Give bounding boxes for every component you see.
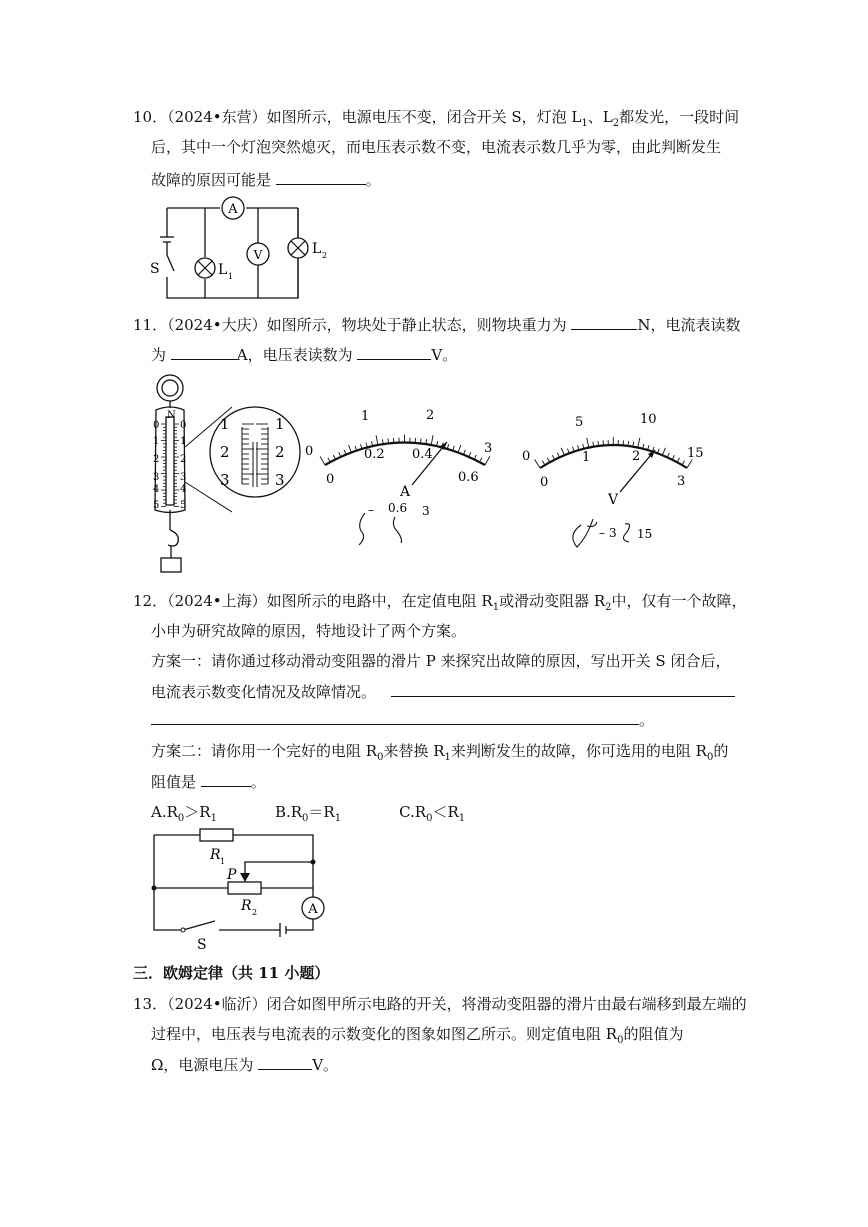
svg-text:2: 2 xyxy=(275,443,285,461)
svg-text:A: A xyxy=(228,202,238,217)
svg-text:3: 3 xyxy=(609,526,617,540)
slider-p-arrow xyxy=(240,873,250,882)
svg-text:3: 3 xyxy=(422,504,430,518)
dial-tick xyxy=(320,456,325,465)
q12-plan1-line-3: 。 xyxy=(151,708,654,731)
scale-unit: N xyxy=(167,410,176,421)
q12-plan2-line-2: 阻值是 。 xyxy=(151,770,266,793)
plan1-answer-blank[interactable] xyxy=(391,680,735,697)
svg-text:P: P xyxy=(227,867,237,883)
dial-tick xyxy=(431,435,433,445)
ammeter-icon xyxy=(302,897,324,919)
spring-scale-figure xyxy=(140,372,310,582)
svg-text:10: 10 xyxy=(640,412,657,427)
svg-text:–: – xyxy=(368,503,374,517)
svg-text:A: A xyxy=(400,484,411,500)
svg-text:0.6: 0.6 xyxy=(388,501,408,515)
option-b[interactable]: $B.R_0=R_1$ xyxy=(274,803,342,824)
svg-text:3: 3 xyxy=(153,472,160,483)
dial-tick xyxy=(542,461,545,465)
svg-text:L: L xyxy=(218,262,228,278)
svg-text:V: V xyxy=(608,492,619,508)
svg-text:3: 3 xyxy=(220,471,230,489)
svg-text:–: – xyxy=(599,526,605,540)
dial-tick xyxy=(682,461,685,465)
option-c[interactable]: $C.R_0<R_1$ xyxy=(399,803,466,824)
svg-text:0: 0 xyxy=(540,475,549,490)
q10-line-1: 10．（2024•东营）如图所示，电源电压不变，闭合开关 S，灯泡 $L_1$、$L_2$都发光，一段时间 xyxy=(133,108,740,129)
dial-tick xyxy=(638,438,640,448)
q12-circuit-diagram xyxy=(145,825,335,955)
svg-text:5: 5 xyxy=(153,500,160,511)
svg-text:4: 4 xyxy=(180,484,187,495)
dial-tick xyxy=(547,458,549,462)
dial-tick xyxy=(677,458,679,462)
q12-line-2: 小申为研究故障的原因，特地设计了两个方案。 xyxy=(151,622,467,640)
ammeter-terminals xyxy=(368,501,430,518)
lamp-l2-icon xyxy=(288,238,327,260)
q11-line-1: 11．（2024•大庆）如图所示，物块处于静止状态，则物块重力为 N，电流表读数 xyxy=(133,313,741,336)
svg-text:1: 1 xyxy=(361,409,370,424)
q10-circuit-diagram xyxy=(150,195,330,305)
svg-text:R: R xyxy=(241,898,252,914)
svg-text:1: 1 xyxy=(275,415,285,433)
dial-tick xyxy=(480,458,482,462)
dial-tick xyxy=(458,445,461,452)
svg-text:2: 2 xyxy=(426,408,435,423)
svg-text:1: 1 xyxy=(220,857,226,866)
dial-tick xyxy=(552,455,554,459)
svg-text:0: 0 xyxy=(522,449,531,464)
dial-tick xyxy=(376,435,378,445)
resistor-r1-icon xyxy=(200,829,233,841)
svg-text:V: V xyxy=(253,248,263,262)
svg-text:2: 2 xyxy=(220,443,230,461)
plan1-answer-blank-2[interactable] xyxy=(151,708,639,725)
q10-line-2: 后，其中一个灯泡突然熄灭，而电压表示数不变，电流表示数几乎为零，由此判断发生 xyxy=(151,138,722,156)
q13-line-2: 过程中，电压表与电流表的示数变化的图象如图乙所示。则定值电阻 $R_0$的阻值为 xyxy=(151,1025,684,1046)
dial-tick xyxy=(587,438,589,448)
svg-text:2: 2 xyxy=(632,449,641,464)
svg-text:0.2: 0.2 xyxy=(364,447,385,462)
voltage-answer-blank[interactable] xyxy=(258,1053,312,1070)
voltage-answer-blank[interactable] xyxy=(357,343,431,360)
svg-text:3: 3 xyxy=(484,441,493,456)
svg-text:1: 1 xyxy=(180,436,187,447)
svg-text:1: 1 xyxy=(228,272,234,281)
plan2-answer-blank[interactable] xyxy=(201,770,251,787)
ammeter-dial xyxy=(300,395,510,555)
svg-text:2: 2 xyxy=(180,454,187,465)
svg-text:1: 1 xyxy=(220,415,230,433)
svg-text:15: 15 xyxy=(637,527,653,541)
svg-text:A: A xyxy=(308,902,318,917)
option-a[interactable]: $A.R_0>R_1$ xyxy=(151,803,217,824)
switch-label: S xyxy=(150,261,160,277)
svg-text:0: 0 xyxy=(153,420,160,431)
dial-tick xyxy=(598,441,599,446)
q11-line-2: 为 A，电压表读数为 V。 xyxy=(151,343,457,366)
svg-text:15: 15 xyxy=(687,446,704,461)
svg-text:R: R xyxy=(210,847,221,863)
svg-text:2: 2 xyxy=(153,454,160,465)
dial-tick xyxy=(421,438,422,443)
svg-text:L: L xyxy=(312,241,322,257)
dial-tick xyxy=(628,441,629,446)
weight-answer-blank[interactable] xyxy=(571,313,637,330)
dial-tick xyxy=(485,456,490,465)
q12-line-1: 12．（2024•上海）如图所示的电路中，在定值电阻 $R_1$或滑动变阻器 $R_2$中，仅有一个故障， xyxy=(133,592,747,613)
current-answer-blank[interactable] xyxy=(171,343,237,360)
svg-text:1: 1 xyxy=(582,450,591,465)
ammeter-wires xyxy=(359,513,402,545)
lamp-l1-icon xyxy=(195,258,233,281)
rheostat-r2-icon xyxy=(228,882,261,894)
q12-plan1-line-2: 电流表示数变化情况及故障情况。 xyxy=(151,680,735,703)
voltmeter-dial xyxy=(515,400,725,560)
svg-text:3: 3 xyxy=(275,471,285,489)
q10-line-3: 故障的原因可能是 。 xyxy=(151,168,381,191)
answer-blank[interactable] xyxy=(276,168,366,185)
section-heading: 三．欧姆定律（共 11 小题） xyxy=(133,964,330,982)
q12-plan2-line-1: 方案二：请你用一个完好的电阻 $R_0$来替换 $R_1$来判断发生的故障，你可选用的电阻 $R_0$的 xyxy=(151,742,729,763)
svg-text:0: 0 xyxy=(326,472,335,487)
dial-tick xyxy=(561,448,564,455)
svg-text:S: S xyxy=(197,937,207,953)
svg-text:0.4: 0.4 xyxy=(412,447,433,462)
svg-text:2: 2 xyxy=(252,908,258,917)
svg-text:5: 5 xyxy=(575,415,584,430)
q12-plan1-line-1: 方案一：请你通过移动滑动变阻器的滑片 P 来探究出故障的原因，写出开关 S 闭合后， xyxy=(151,652,731,670)
svg-text:4: 4 xyxy=(153,484,160,495)
svg-text:2: 2 xyxy=(322,251,328,260)
svg-text:3: 3 xyxy=(677,474,686,489)
svg-text:0.6: 0.6 xyxy=(458,470,479,485)
svg-text:5: 5 xyxy=(180,500,187,511)
voltmeter-icon xyxy=(247,243,269,265)
dial-tick xyxy=(388,438,389,443)
dial-tick xyxy=(662,448,665,455)
dial-tick xyxy=(349,445,352,452)
svg-text:0: 0 xyxy=(180,420,187,431)
q13-line-3: Ω，电源电压为 V。 xyxy=(151,1053,338,1076)
svg-text:3: 3 xyxy=(180,472,187,483)
ammeter-icon xyxy=(222,197,244,219)
q13-line-1: 13．（2024•临沂）闭合如图甲所示电路的开关，将滑动变阻器的滑片由最右端移到最左端的 xyxy=(133,995,747,1013)
svg-text:1: 1 xyxy=(153,436,160,447)
svg-text:0: 0 xyxy=(305,444,314,459)
dial-tick xyxy=(535,460,540,468)
dial-tick xyxy=(328,458,330,462)
